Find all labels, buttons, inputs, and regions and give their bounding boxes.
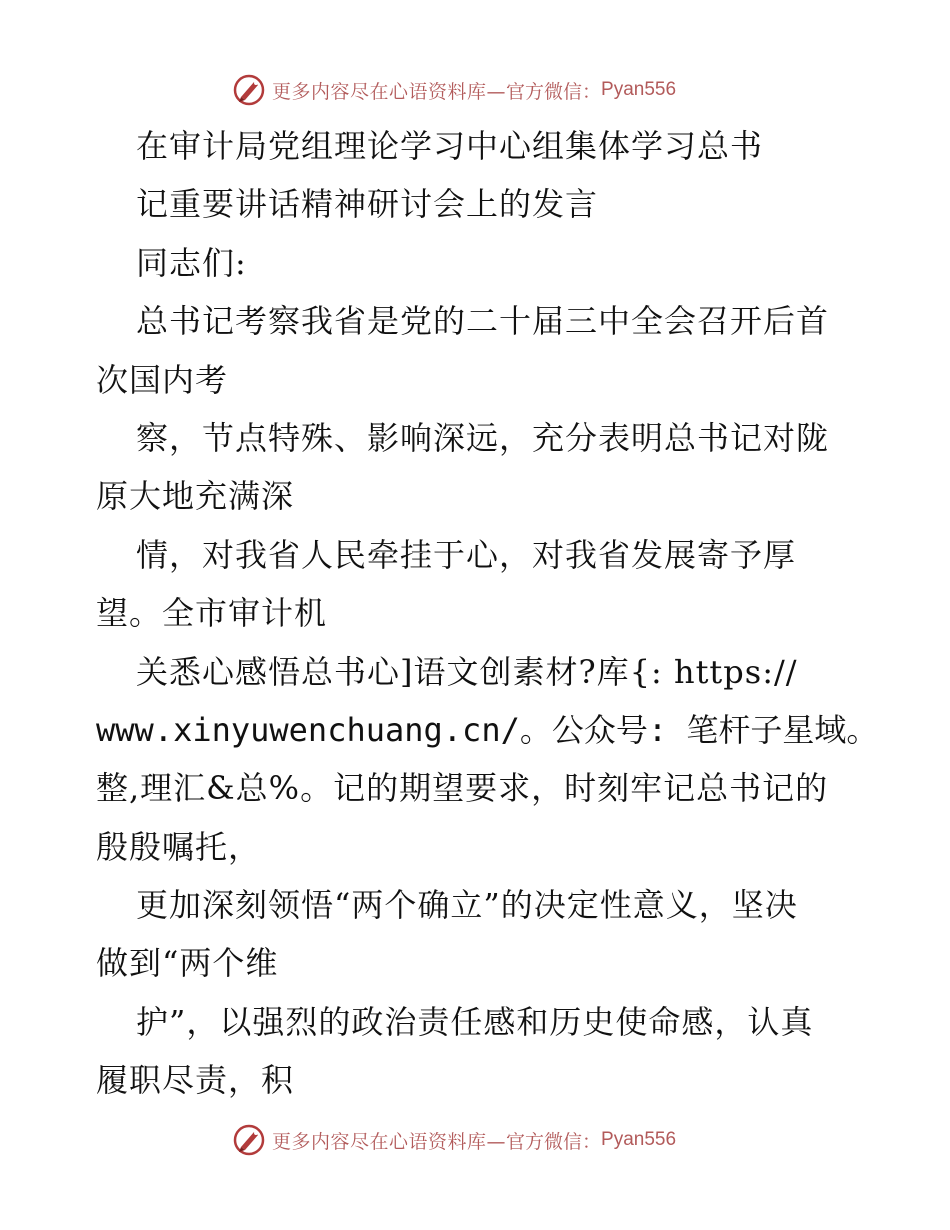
salutation: 同志们: xyxy=(136,243,247,282)
paragraph-line: 关悉心感悟总书心]语文创素材?库{: https:// xyxy=(136,652,798,691)
document-title-line: 记重要讲话精神研讨会上的发言 xyxy=(136,185,599,224)
paragraph-line: 殷殷嘱托， xyxy=(96,827,262,866)
header-banner xyxy=(232,72,676,108)
paragraph-line: 次国内考 xyxy=(96,360,229,399)
banner-text: 更多内容尽在心语资料库— xyxy=(272,1130,507,1153)
banner-wechat-label: 官方微信： xyxy=(506,80,602,103)
pen-logo-icon xyxy=(232,73,266,107)
paragraph-line: 总书记考察我省是党的二十届三中全会召开后首 xyxy=(136,302,830,341)
paragraph-line: 原大地充满深 xyxy=(96,477,295,516)
footer-banner xyxy=(232,1122,676,1158)
banner-wechat-label: 官方微信： xyxy=(506,1130,602,1153)
paragraph-line: 整,理汇&总%。记的期望要求，时刻牢记总书记的 xyxy=(96,769,829,808)
document-title-line: 在审计局党组理论学习中心组集体学习总书 xyxy=(136,127,764,165)
paragraph-line: 望。全市审计机 xyxy=(96,594,328,633)
paragraph-line: 护”，以强烈的政治责任感和历史使命感，认真 xyxy=(136,1002,814,1041)
banner-wechat-id: Pyan556 xyxy=(601,79,677,100)
banner-wechat-id: Pyan556 xyxy=(601,1129,677,1150)
paragraph-line: 察，节点特殊、影响深远，充分表明总书记对陇 xyxy=(136,418,830,457)
paragraph-line: 做到“两个维 xyxy=(96,944,279,983)
pen-logo-icon xyxy=(232,1123,266,1157)
banner-text: 更多内容尽在心语资料库— xyxy=(272,80,507,103)
paragraph-line: 更加深刻领悟“两个确立”的决定性意义，坚决 xyxy=(136,886,798,925)
paragraph-line: 情，对我省人民牵挂于心，对我省发展寄予厚 xyxy=(136,535,797,574)
document-body xyxy=(96,117,879,1110)
paragraph-line: 履职尽责，积 xyxy=(96,1061,295,1100)
paragraph-line: www.xinyuwenchuang.cn/。公众号: 笔杆子星域。 xyxy=(96,710,879,749)
